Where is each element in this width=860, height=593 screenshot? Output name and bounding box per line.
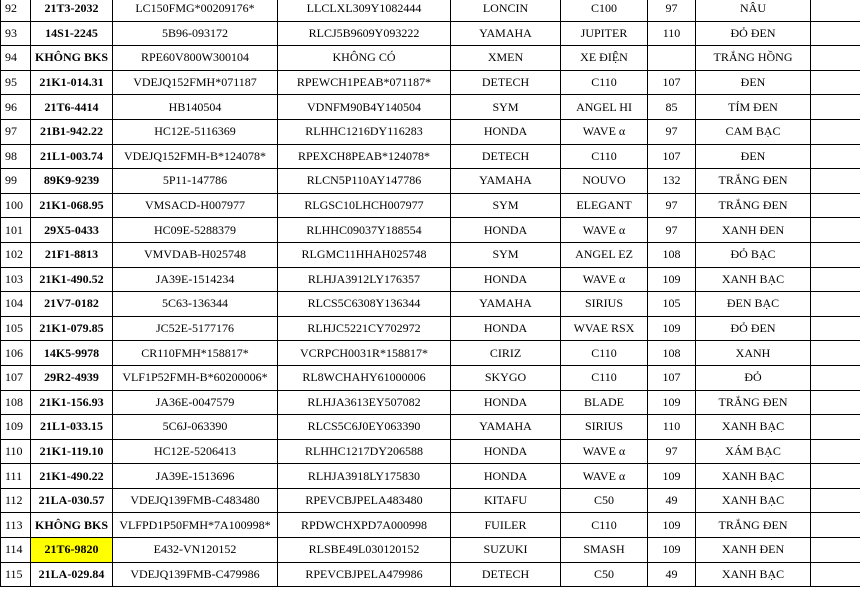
engine-number-cell: JA39E-1513696 <box>113 464 278 489</box>
model-cell: WAVE α <box>561 267 648 292</box>
frame-number-cell: RLHJA3918LY175830 <box>278 464 451 489</box>
color-cell: ĐỎ BẠC <box>696 242 811 267</box>
plate-number-cell: 21F1-8813 <box>31 242 113 267</box>
row-number-cell: 110 <box>1 439 31 464</box>
engine-number-cell: RPE60V800W300104 <box>113 46 278 71</box>
row-number-cell: 112 <box>1 488 31 513</box>
row-number-cell: 115 <box>1 562 31 587</box>
engine-number-cell: VDEJQ152FMH-B*124078* <box>113 144 278 169</box>
table-row <box>1 513 860 538</box>
engine-number-cell: VLFPD1P50FMH*7A100998* <box>113 513 278 538</box>
brand-cell: SUZUKI <box>451 538 561 563</box>
brand-cell: DETECH <box>451 70 561 95</box>
engine-number-cell: VDEJQ152FMH*071187 <box>113 70 278 95</box>
plate-number-cell: 21LA-029.84 <box>31 562 113 587</box>
empty-cell <box>811 169 860 194</box>
empty-cell <box>811 464 860 489</box>
frame-number-cell: KHÔNG CÓ <box>278 46 451 71</box>
color-cell: XÁM BẠC <box>696 439 811 464</box>
table-row <box>1 267 860 292</box>
row-number-cell: 107 <box>1 365 31 390</box>
color-cell: XANH ĐEN <box>696 538 811 563</box>
empty-cell <box>811 316 860 341</box>
empty-cell <box>811 365 860 390</box>
model-cell: WAVE α <box>561 464 648 489</box>
model-cell: NOUVO <box>561 169 648 194</box>
row-number-cell: 99 <box>1 169 31 194</box>
brand-cell: YAMAHA <box>451 21 561 46</box>
plate-number-cell: 29R2-4939 <box>31 365 113 390</box>
brand-cell: HONDA <box>451 390 561 415</box>
frame-number-cell: RLCN5P110AY147786 <box>278 169 451 194</box>
row-number-cell: 92 <box>1 0 31 21</box>
table-row <box>1 365 860 390</box>
table-row <box>1 70 860 95</box>
plate-number-cell: 14K5-9978 <box>31 341 113 366</box>
plate-number-cell: 21K1-490.22 <box>31 464 113 489</box>
frame-number-cell: RLCS5C6J0EY063390 <box>278 415 451 440</box>
color-cell: ĐEN <box>696 144 811 169</box>
table-row <box>1 119 860 144</box>
table-row <box>1 390 860 415</box>
frame-number-cell: RPDWCHXPD7A000998 <box>278 513 451 538</box>
empty-cell <box>811 292 860 317</box>
empty-cell <box>811 390 860 415</box>
engine-capacity-cell: 110 <box>648 21 696 46</box>
engine-number-cell: HB140504 <box>113 95 278 120</box>
frame-number-cell: RL8WCHAHY61000006 <box>278 365 451 390</box>
row-number-cell: 101 <box>1 218 31 243</box>
table-row <box>1 562 860 587</box>
engine-capacity-cell: 107 <box>648 365 696 390</box>
frame-number-cell: RLGMC11HHAH025748 <box>278 242 451 267</box>
brand-cell: SYM <box>451 242 561 267</box>
model-cell: ANGEL HI <box>561 95 648 120</box>
plate-number-cell: 21K1-068.95 <box>31 193 113 218</box>
table-row <box>1 169 860 194</box>
engine-number-cell: 5B96-093172 <box>113 21 278 46</box>
brand-cell: HONDA <box>451 464 561 489</box>
model-cell: WAVE α <box>561 218 648 243</box>
frame-number-cell: LLCLXL309Y1082444 <box>278 0 451 21</box>
table-row <box>1 144 860 169</box>
brand-cell: HONDA <box>451 316 561 341</box>
model-cell: WAVE α <box>561 439 648 464</box>
row-number-cell: 106 <box>1 341 31 366</box>
plate-number-cell: 21T6-4414 <box>31 95 113 120</box>
frame-number-cell: RPEXCH8PEAB*124078* <box>278 144 451 169</box>
color-cell: XANH BẠC <box>696 267 811 292</box>
engine-capacity-cell: 107 <box>648 144 696 169</box>
model-cell: C110 <box>561 70 648 95</box>
table-row <box>1 341 860 366</box>
table-row <box>1 415 860 440</box>
engine-number-cell: HC09E-5288379 <box>113 218 278 243</box>
engine-capacity-cell: 109 <box>648 464 696 489</box>
plate-number-cell: KHÔNG BKS <box>31 513 113 538</box>
empty-cell <box>811 193 860 218</box>
model-cell: SIRIUS <box>561 292 648 317</box>
engine-number-cell: 5C63-136344 <box>113 292 278 317</box>
plate-number-cell: 14S1-2245 <box>31 21 113 46</box>
engine-capacity-cell: 97 <box>648 218 696 243</box>
plate-number-cell: 29X5-0433 <box>31 218 113 243</box>
brand-cell: YAMAHA <box>451 169 561 194</box>
plate-number-cell: KHÔNG BKS <box>31 46 113 71</box>
frame-number-cell: RLHHC1216DY116283 <box>278 119 451 144</box>
empty-cell <box>811 439 860 464</box>
table-row <box>1 95 860 120</box>
row-number-cell: 109 <box>1 415 31 440</box>
engine-number-cell: VMVDAB-H025748 <box>113 242 278 267</box>
color-cell: TRẮNG ĐEN <box>696 513 811 538</box>
table-row <box>1 21 860 46</box>
frame-number-cell: RLSBE49L030120152 <box>278 538 451 563</box>
frame-number-cell: VCRPCH0031R*158817* <box>278 341 451 366</box>
plate-number-cell: 21T3-2032 <box>31 0 113 21</box>
frame-number-cell: RPEVCBJPELA483480 <box>278 488 451 513</box>
plate-number-cell: 21T6-9820 <box>31 538 113 563</box>
row-number-cell: 98 <box>1 144 31 169</box>
color-cell: TÍM ĐEN <box>696 95 811 120</box>
empty-cell <box>811 513 860 538</box>
brand-cell: LONCIN <box>451 0 561 21</box>
engine-number-cell: VDEJQ139FMB-C483480 <box>113 488 278 513</box>
engine-capacity-cell: 97 <box>648 0 696 21</box>
model-cell: SIRIUS <box>561 415 648 440</box>
plate-number-cell: 21LA-030.57 <box>31 488 113 513</box>
plate-number-cell: 21K1-490.52 <box>31 267 113 292</box>
engine-capacity-cell: 109 <box>648 538 696 563</box>
brand-cell: YAMAHA <box>451 292 561 317</box>
model-cell: XE ĐIỆN <box>561 46 648 71</box>
model-cell: WVAE RSX <box>561 316 648 341</box>
row-number-cell: 94 <box>1 46 31 71</box>
engine-number-cell: HC12E-5206413 <box>113 439 278 464</box>
color-cell: XANH BẠC <box>696 464 811 489</box>
brand-cell: FUILER <box>451 513 561 538</box>
plate-number-cell: 21L1-003.74 <box>31 144 113 169</box>
engine-capacity-cell: 108 <box>648 341 696 366</box>
frame-number-cell: RPEVCBJPELA479986 <box>278 562 451 587</box>
frame-number-cell: RPEWCH1PEAB*071187* <box>278 70 451 95</box>
engine-number-cell: CR110FMH*158817* <box>113 341 278 366</box>
color-cell: ĐỎ ĐEN <box>696 316 811 341</box>
brand-cell: SKYGO <box>451 365 561 390</box>
model-cell: C110 <box>561 144 648 169</box>
engine-number-cell: VLF1P52FMH-B*60200006* <box>113 365 278 390</box>
color-cell: ĐEN BẠC <box>696 292 811 317</box>
engine-capacity-cell: 85 <box>648 95 696 120</box>
brand-cell: HONDA <box>451 439 561 464</box>
plate-number-cell: 21K1-119.10 <box>31 439 113 464</box>
table-row <box>1 464 860 489</box>
color-cell: XANH BẠC <box>696 488 811 513</box>
color-cell: XANH <box>696 341 811 366</box>
model-cell: C50 <box>561 488 648 513</box>
engine-number-cell: HC12E-5116369 <box>113 119 278 144</box>
row-number-cell: 104 <box>1 292 31 317</box>
plate-number-cell: 21V7-0182 <box>31 292 113 317</box>
table-row <box>1 316 860 341</box>
row-number-cell: 97 <box>1 119 31 144</box>
empty-cell <box>811 21 860 46</box>
model-cell: ELEGANT <box>561 193 648 218</box>
empty-cell <box>811 267 860 292</box>
plate-number-cell: 21L1-033.15 <box>31 415 113 440</box>
model-cell: SMASH <box>561 538 648 563</box>
row-number-cell: 111 <box>1 464 31 489</box>
table-row <box>1 292 860 317</box>
row-number-cell: 105 <box>1 316 31 341</box>
row-number-cell: 100 <box>1 193 31 218</box>
row-number-cell: 114 <box>1 538 31 563</box>
model-cell: WAVE α <box>561 119 648 144</box>
engine-number-cell: E432-VN120152 <box>113 538 278 563</box>
model-cell: C110 <box>561 365 648 390</box>
engine-number-cell: VDEJQ139FMB-C479986 <box>113 562 278 587</box>
empty-cell <box>811 144 860 169</box>
table-row <box>1 439 860 464</box>
color-cell: TRẮNG HỒNG <box>696 46 811 71</box>
engine-number-cell: LC150FMG*00209176* <box>113 0 278 21</box>
empty-cell <box>811 562 860 587</box>
color-cell: XANH BẠC <box>696 562 811 587</box>
frame-number-cell: RLCS5C6308Y136344 <box>278 292 451 317</box>
table-row <box>1 193 860 218</box>
engine-number-cell: JA39E-1514234 <box>113 267 278 292</box>
table-row <box>1 0 860 21</box>
engine-capacity-cell: 109 <box>648 316 696 341</box>
brand-cell: SYM <box>451 95 561 120</box>
brand-cell: XMEN <box>451 46 561 71</box>
engine-capacity-cell: 109 <box>648 267 696 292</box>
engine-number-cell: 5C6J-063390 <box>113 415 278 440</box>
brand-cell: DETECH <box>451 562 561 587</box>
empty-cell <box>811 95 860 120</box>
brand-cell: HONDA <box>451 267 561 292</box>
row-number-cell: 96 <box>1 95 31 120</box>
plate-number-cell: 89K9-9239 <box>31 169 113 194</box>
engine-capacity-cell: 108 <box>648 242 696 267</box>
engine-capacity-cell: 49 <box>648 488 696 513</box>
row-number-cell: 102 <box>1 242 31 267</box>
row-number-cell: 113 <box>1 513 31 538</box>
engine-capacity-cell: 107 <box>648 70 696 95</box>
plate-number-cell: 21B1-942.22 <box>31 119 113 144</box>
empty-cell <box>811 415 860 440</box>
empty-cell <box>811 242 860 267</box>
plate-number-cell: 21K1-079.85 <box>31 316 113 341</box>
color-cell: TRẮNG ĐEN <box>696 390 811 415</box>
frame-number-cell: RLCJ5B9609Y093222 <box>278 21 451 46</box>
engine-capacity-cell: 109 <box>648 513 696 538</box>
brand-cell: CIRIZ <box>451 341 561 366</box>
empty-cell <box>811 119 860 144</box>
model-cell: C110 <box>561 341 648 366</box>
engine-number-cell: 5P11-147786 <box>113 169 278 194</box>
row-number-cell: 95 <box>1 70 31 95</box>
empty-cell <box>811 538 860 563</box>
engine-number-cell: JC52E-5177176 <box>113 316 278 341</box>
engine-capacity-cell: 97 <box>648 119 696 144</box>
color-cell: XANH BẠC <box>696 415 811 440</box>
model-cell: C100 <box>561 0 648 21</box>
empty-cell <box>811 70 860 95</box>
engine-capacity-cell: 49 <box>648 562 696 587</box>
brand-cell: DETECH <box>451 144 561 169</box>
engine-capacity-cell: 105 <box>648 292 696 317</box>
frame-number-cell: RLHJA3912LY176357 <box>278 267 451 292</box>
empty-cell <box>811 0 860 21</box>
empty-cell <box>811 218 860 243</box>
frame-number-cell: RLGSC10LHCH007977 <box>278 193 451 218</box>
brand-cell: SYM <box>451 193 561 218</box>
table-row <box>1 218 860 243</box>
table-row <box>1 488 860 513</box>
color-cell: NÂU <box>696 0 811 21</box>
table-row <box>1 46 860 71</box>
model-cell: BLADE <box>561 390 648 415</box>
engine-capacity-cell: 109 <box>648 390 696 415</box>
row-number-cell: 108 <box>1 390 31 415</box>
engine-number-cell: VMSACD-H007977 <box>113 193 278 218</box>
frame-number-cell: RLHJA3613EY507082 <box>278 390 451 415</box>
table-row <box>1 538 860 563</box>
engine-capacity-cell: 110 <box>648 415 696 440</box>
model-cell: ANGEL EZ <box>561 242 648 267</box>
brand-cell: YAMAHA <box>451 415 561 440</box>
frame-number-cell: VDNFM90B4Y140504 <box>278 95 451 120</box>
color-cell: TRẮNG ĐEN <box>696 169 811 194</box>
color-cell: TRẮNG ĐEN <box>696 193 811 218</box>
engine-capacity-cell: 132 <box>648 169 696 194</box>
empty-cell <box>811 488 860 513</box>
empty-cell <box>811 341 860 366</box>
color-cell: XANH ĐEN <box>696 218 811 243</box>
engine-capacity-cell: 97 <box>648 193 696 218</box>
engine-capacity-cell <box>648 46 696 71</box>
engine-capacity-cell: 97 <box>648 439 696 464</box>
plate-number-cell: 21K1-014.31 <box>31 70 113 95</box>
empty-cell <box>811 46 860 71</box>
color-cell: CAM BẠC <box>696 119 811 144</box>
brand-cell: HONDA <box>451 119 561 144</box>
engine-number-cell: JA36E-0047579 <box>113 390 278 415</box>
frame-number-cell: RLHHC09037Y188554 <box>278 218 451 243</box>
row-number-cell: 93 <box>1 21 31 46</box>
frame-number-cell: RLHJC5221CY702972 <box>278 316 451 341</box>
color-cell: ĐỎ ĐEN <box>696 21 811 46</box>
table-row <box>1 242 860 267</box>
color-cell: ĐEN <box>696 70 811 95</box>
frame-number-cell: RLHHC1217DY206588 <box>278 439 451 464</box>
plate-number-cell: 21K1-156.93 <box>31 390 113 415</box>
model-cell: JUPITER <box>561 21 648 46</box>
brand-cell: HONDA <box>451 218 561 243</box>
color-cell: ĐỎ <box>696 365 811 390</box>
model-cell: C110 <box>561 513 648 538</box>
brand-cell: KITAFU <box>451 488 561 513</box>
row-number-cell: 103 <box>1 267 31 292</box>
model-cell: C50 <box>561 562 648 587</box>
vehicle-table-body <box>1 0 860 587</box>
